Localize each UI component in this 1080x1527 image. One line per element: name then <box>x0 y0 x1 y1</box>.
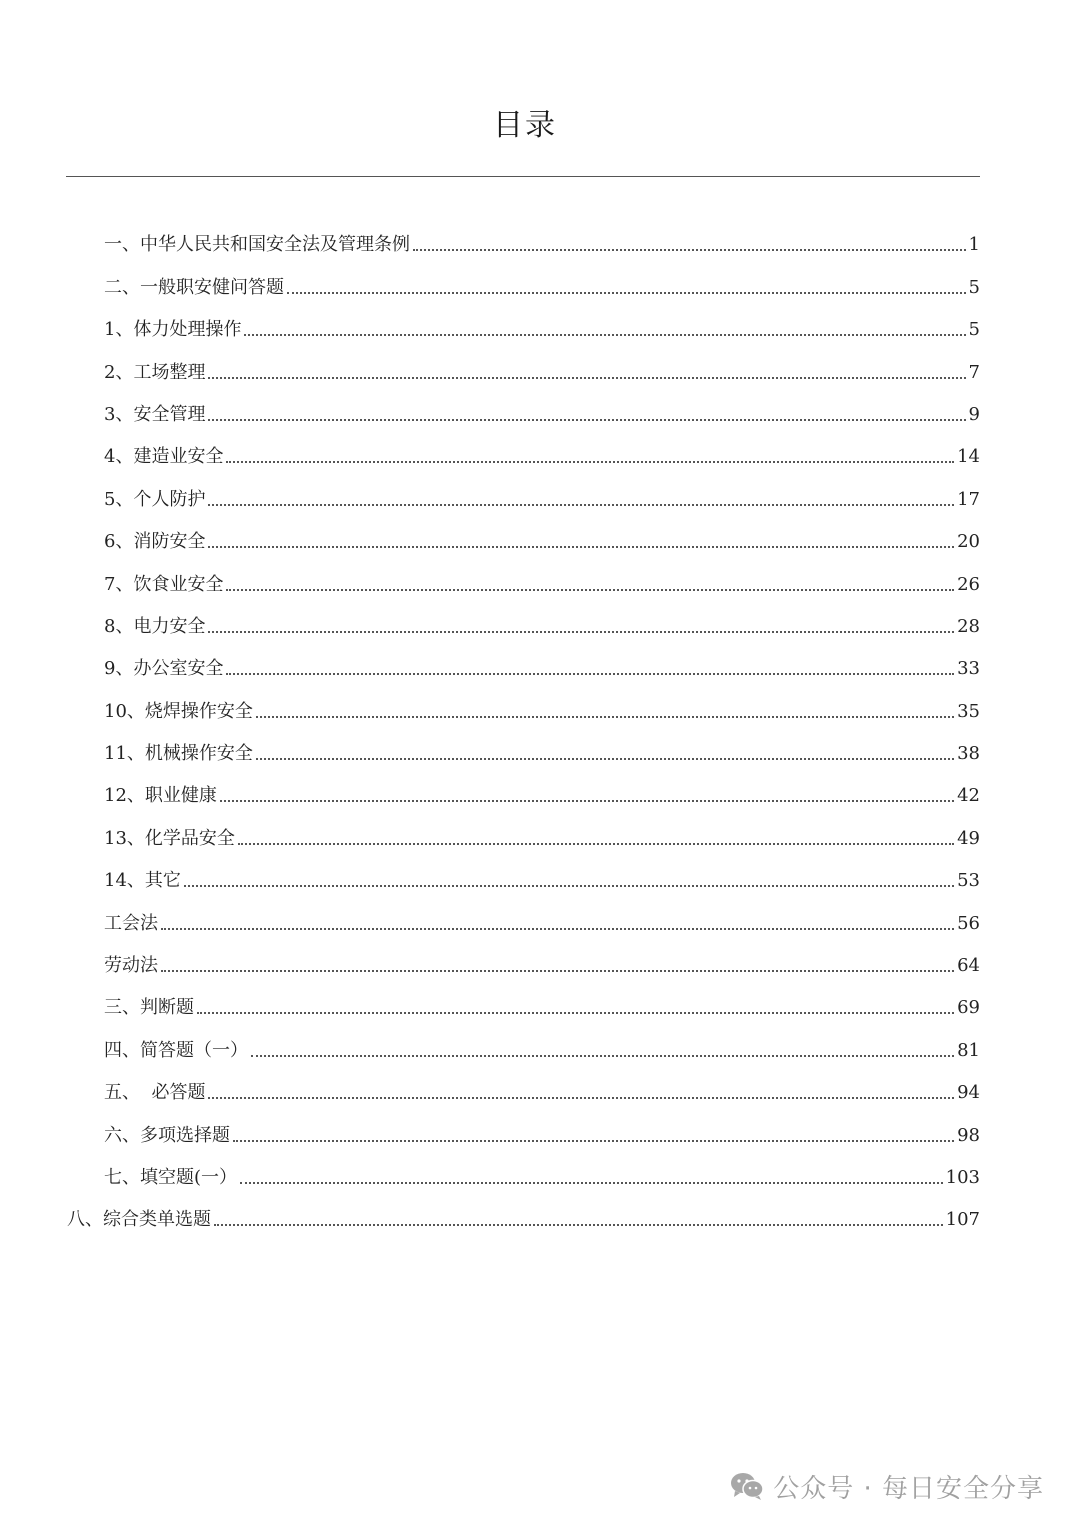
dot-leader <box>208 419 965 421</box>
dot-leader <box>413 249 966 251</box>
toc-entry-page: 14 <box>957 446 980 468</box>
toc-entry[interactable] <box>0 214 1080 256</box>
toc-entry-page: 103 <box>945 1166 980 1188</box>
toc-entry-label: 14、其它 <box>104 870 181 892</box>
toc-entry-page: 1 <box>968 234 980 256</box>
toc-entry[interactable] <box>0 892 1080 934</box>
dot-leader <box>184 885 954 887</box>
toc-entry-page: 5 <box>968 276 980 298</box>
toc-entry-label: 八、综合类单选题 <box>67 1209 211 1231</box>
title-divider <box>66 176 980 177</box>
dot-leader <box>226 461 954 463</box>
toc-entry-label: 12、职业健康 <box>104 785 217 807</box>
toc-entry-page: 42 <box>957 785 980 807</box>
dot-leader <box>226 589 954 591</box>
toc-entry-label: 2、工场整理 <box>104 361 206 383</box>
dot-leader <box>208 377 965 379</box>
toc-entry[interactable] <box>0 850 1080 892</box>
toc-entry[interactable] <box>0 553 1080 595</box>
wechat-icon <box>729 1471 765 1501</box>
toc-entry[interactable] <box>0 723 1080 765</box>
toc-entry-page: 81 <box>957 1039 980 1061</box>
toc-entry[interactable] <box>0 680 1080 722</box>
toc-entry-page: 5 <box>968 319 980 341</box>
toc-entry-page: 7 <box>968 361 980 383</box>
toc-entry-page: 69 <box>957 997 980 1019</box>
dot-leader <box>197 1012 954 1014</box>
toc-entry[interactable] <box>0 977 1080 1019</box>
toc-entry-page: 53 <box>957 870 980 892</box>
dot-leader <box>208 504 954 506</box>
toc-entry[interactable] <box>0 638 1080 680</box>
dot-leader <box>240 1182 943 1184</box>
toc-entry[interactable] <box>0 596 1080 638</box>
toc-entry-label: 8、电力安全 <box>104 615 206 637</box>
dot-leader <box>256 716 954 718</box>
toc-entry-page: 17 <box>957 488 980 510</box>
toc-entry-label: 3、安全管理 <box>104 403 206 425</box>
toc-entry-label: 三、判断题 <box>104 997 194 1019</box>
dot-leader <box>233 1140 954 1142</box>
toc-entry[interactable] <box>0 341 1080 383</box>
toc-entry[interactable] <box>0 426 1080 468</box>
toc-entry[interactable] <box>0 1147 1080 1189</box>
watermark-text: 公众号 · 每日安全分享 <box>773 1473 1044 1504</box>
dot-leader <box>251 1055 954 1057</box>
toc-entry-page: 64 <box>957 955 980 977</box>
toc-entry[interactable] <box>0 511 1080 553</box>
dot-leader <box>208 631 954 633</box>
dot-leader <box>208 546 954 548</box>
toc-entry[interactable] <box>0 1062 1080 1104</box>
toc-entry-page: 98 <box>957 1124 980 1146</box>
toc-entry-label: 13、化学品安全 <box>104 827 235 849</box>
toc-entry-label: 6、消防安全 <box>104 531 206 553</box>
watermark <box>729 1466 1044 1506</box>
toc-entry-page: 56 <box>957 912 980 934</box>
toc-entry-label: 4、建造业安全 <box>104 446 224 468</box>
toc-entry-label: 五、 必答题 <box>104 1082 206 1104</box>
toc-entry-label: 5、个人防护 <box>104 488 206 510</box>
toc-entry-label: 一、中华人民共和国安全法及管理条例 <box>104 234 410 256</box>
toc-entry[interactable] <box>0 468 1080 510</box>
dot-leader <box>161 928 954 930</box>
toc-entry-label: 7、饮食业安全 <box>104 573 224 595</box>
toc-entry[interactable] <box>0 1104 1080 1146</box>
toc-entry-page: 9 <box>968 403 980 425</box>
dot-leader <box>208 1097 954 1099</box>
toc-entry-page: 26 <box>957 573 980 595</box>
toc-entry-page: 38 <box>957 743 980 765</box>
toc-entry-label: 四、简答题（一） <box>104 1039 248 1061</box>
dot-leader <box>214 1224 943 1226</box>
toc-entry-page: 35 <box>957 700 980 722</box>
toc-entry-label: 二、一般职安健问答题 <box>104 276 284 298</box>
dot-leader <box>161 970 954 972</box>
toc-entry-page: 49 <box>957 827 980 849</box>
toc-entry-label: 10、烧焊操作安全 <box>104 700 253 722</box>
toc-entry-label: 1、体力处理操作 <box>104 319 242 341</box>
toc-entry[interactable] <box>0 807 1080 849</box>
toc-entry-page: 94 <box>957 1082 980 1104</box>
dot-leader <box>287 292 966 294</box>
page-title: 目录 <box>493 108 557 143</box>
toc-entry[interactable] <box>0 384 1080 426</box>
dot-leader <box>226 673 954 675</box>
toc-entry[interactable] <box>0 1189 1080 1231</box>
dot-leader <box>220 800 954 802</box>
toc-entry-label: 11、机械操作安全 <box>104 743 253 765</box>
toc-entry[interactable] <box>0 765 1080 807</box>
toc-entry-page: 28 <box>957 615 980 637</box>
toc-entry-label: 9、办公室安全 <box>104 658 224 680</box>
toc-entry[interactable] <box>0 256 1080 298</box>
toc-entry-label: 七、填空题(一） <box>104 1166 238 1188</box>
toc-entry-label: 劳动法 <box>104 955 158 977</box>
dot-leader <box>244 334 965 336</box>
toc-entry[interactable] <box>0 299 1080 341</box>
toc-entry-label: 工会法 <box>104 912 158 934</box>
toc-entry-page: 20 <box>957 531 980 553</box>
toc-entry[interactable] <box>0 1019 1080 1061</box>
toc-entry-page: 33 <box>957 658 980 680</box>
toc-entry-label: 六、多项选择题 <box>104 1124 230 1146</box>
table-of-contents <box>0 214 1080 1231</box>
toc-entry-page: 107 <box>945 1209 980 1231</box>
dot-leader <box>238 843 954 845</box>
dot-leader <box>256 758 954 760</box>
toc-entry[interactable] <box>0 935 1080 977</box>
